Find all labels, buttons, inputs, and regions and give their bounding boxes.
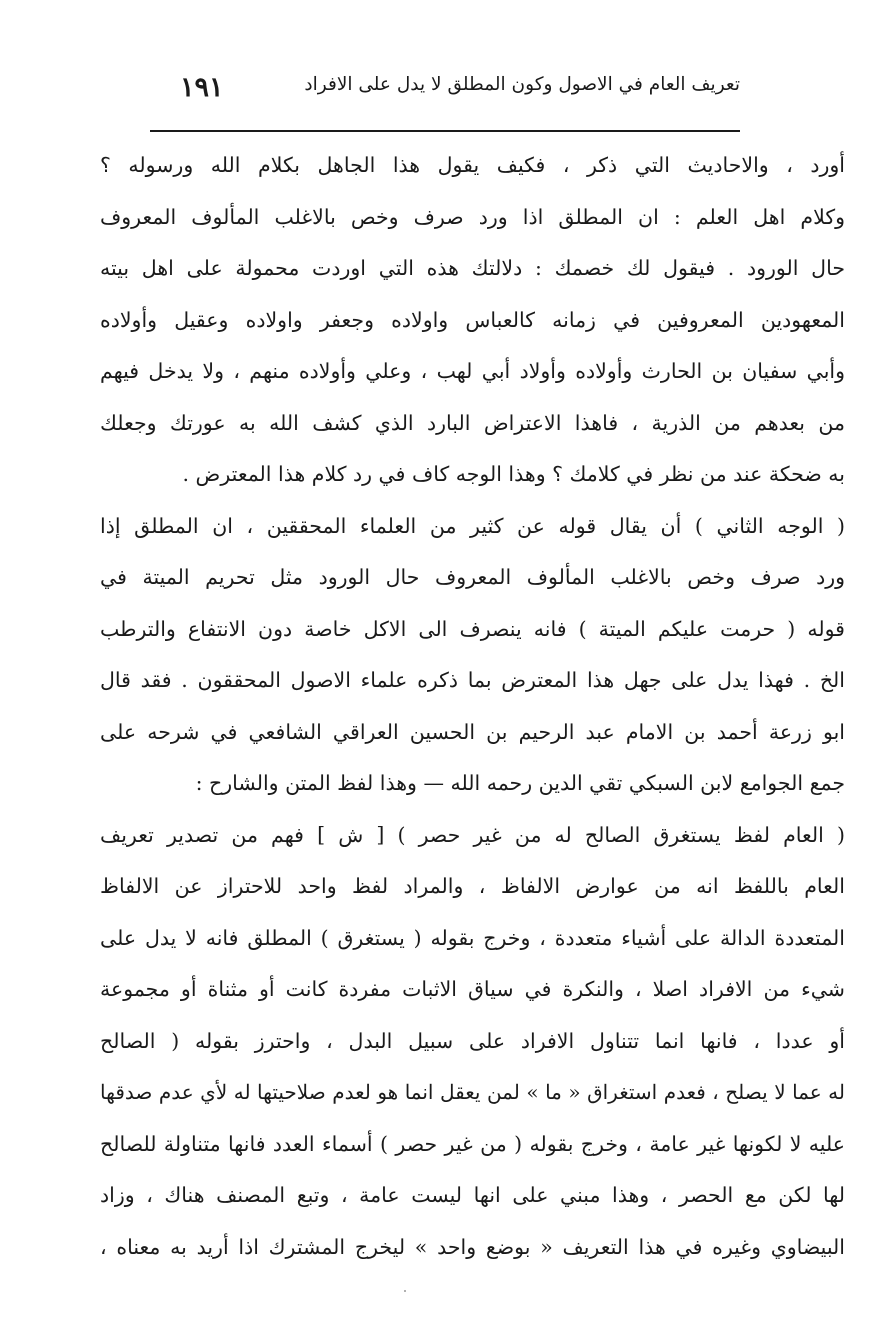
text-line: أو عددا ، فانها انما تتناول الافراد على سبيل البدل ، واحترز بقوله ( الصالح	[100, 1028, 845, 1053]
text-line: الخ . فهذا يدل على جهل هذا المعترض بما ذكره علماء الاصول المحققون . فقد قال	[100, 668, 845, 692]
text-line: لها لكن مع الحصر ، وهذا مبني على انها ليست عامة ، وتبع المصنف هناك ، وزاد	[100, 1183, 845, 1207]
body-text	[100, 140, 845, 1273]
text-line: ( الوجه الثاني ) أن يقال قوله عن كثير من العلماء المحققين ، ان المطلق إذا	[100, 513, 845, 538]
text-line: ورد صرف وخص بالاغلب المألوف المعروف حال الورود مثل تحريم الميتة في	[100, 565, 845, 589]
running-title: تعريف العام في الاصول وكون المطلق لا يدل على الافراد	[304, 74, 740, 95]
page-number: ١٩١	[180, 72, 224, 103]
text-line: قوله ( حرمت عليكم الميتة ) فانه ينصرف الى الاكل خاصة دون الانتفاع والترطب	[100, 616, 845, 641]
text-line: البيضاوي وغيره في هذا التعريف « بوضع واحد » ليخرج المشترك اذا أريد به معناه ،	[100, 1234, 845, 1259]
text-line: وأبي سفيان بن الحارث وأولاده وأولاد أبي لهب ، وعلي وأولاده منهم ، ولا يدخل فيهم	[100, 359, 845, 383]
page-header	[150, 72, 740, 124]
header-rule	[150, 130, 740, 132]
text-line: المتعددة الدالة على أشياء متعددة ، وخرج بقوله ( يستغرق ) المطلق فانه لا يدل على	[100, 925, 845, 950]
text-line: جمع الجوامع لابن السبكي تقي الدين رحمه الله — وهذا لفظ المتن والشارح :	[195, 771, 845, 795]
text-line: أورد ، والاحاديث التي ذكر ، فكيف يقول هذا الجاهل بكلام الله ورسوله ؟	[100, 153, 845, 177]
text-line: ابو زرعة أحمد بن الامام عبد الرحيم بن الحسين العراقي الشافعي في شرحه على	[100, 719, 845, 744]
text-line: شيء من الافراد اصلا ، والنكرة في سياق الاثبات مفردة كانت أو مثناة أو مجموعة	[100, 977, 845, 1001]
text-line: العام باللفظ انه من عوارض الالفاظ ، والمراد لفظ واحد للاحتراز عن الالفاظ	[100, 874, 845, 898]
text-line: وكلام اهل العلم : ان المطلق اذا ورد صرف وخص بالاغلب المألوف المعروف	[100, 204, 845, 229]
text-line: به ضحكة عند من نظر في كلامك ؟ وهذا الوجه كاف في رد كلام هذا المعترض .	[182, 462, 845, 486]
scan-speck	[404, 1290, 406, 1292]
text-line: من بعدهم من الذرية ، فاهذا الاعتراض البارد الذي كشف الله به عورتك وجعلك	[100, 410, 845, 435]
text-line: حال الورود . فيقول لك خصمك : دلالتك هذه التي اوردت محمولة على اهل بيته	[100, 256, 845, 280]
text-line: عليه لا لكونها غير عامة ، وخرج بقوله ( من غير حصر ) أسماء العدد فانها متناولة للصالح	[100, 1131, 845, 1156]
text-line: ( العام لفظ يستغرق الصالح له من غير حصر ) [ ش ] فهم من تصدير تعريف	[100, 822, 845, 847]
text-line: له عما لا يصلح ، فعدم استغراق « ما » لمن يعقل انما هو لعدم صلاحيتها له لأي عدم صدقها	[100, 1080, 845, 1104]
text-line: المعهودين المعروفين في زمانه كالعباس واولاده وجعفر واولاده وعقيل وأولاده	[100, 307, 845, 332]
